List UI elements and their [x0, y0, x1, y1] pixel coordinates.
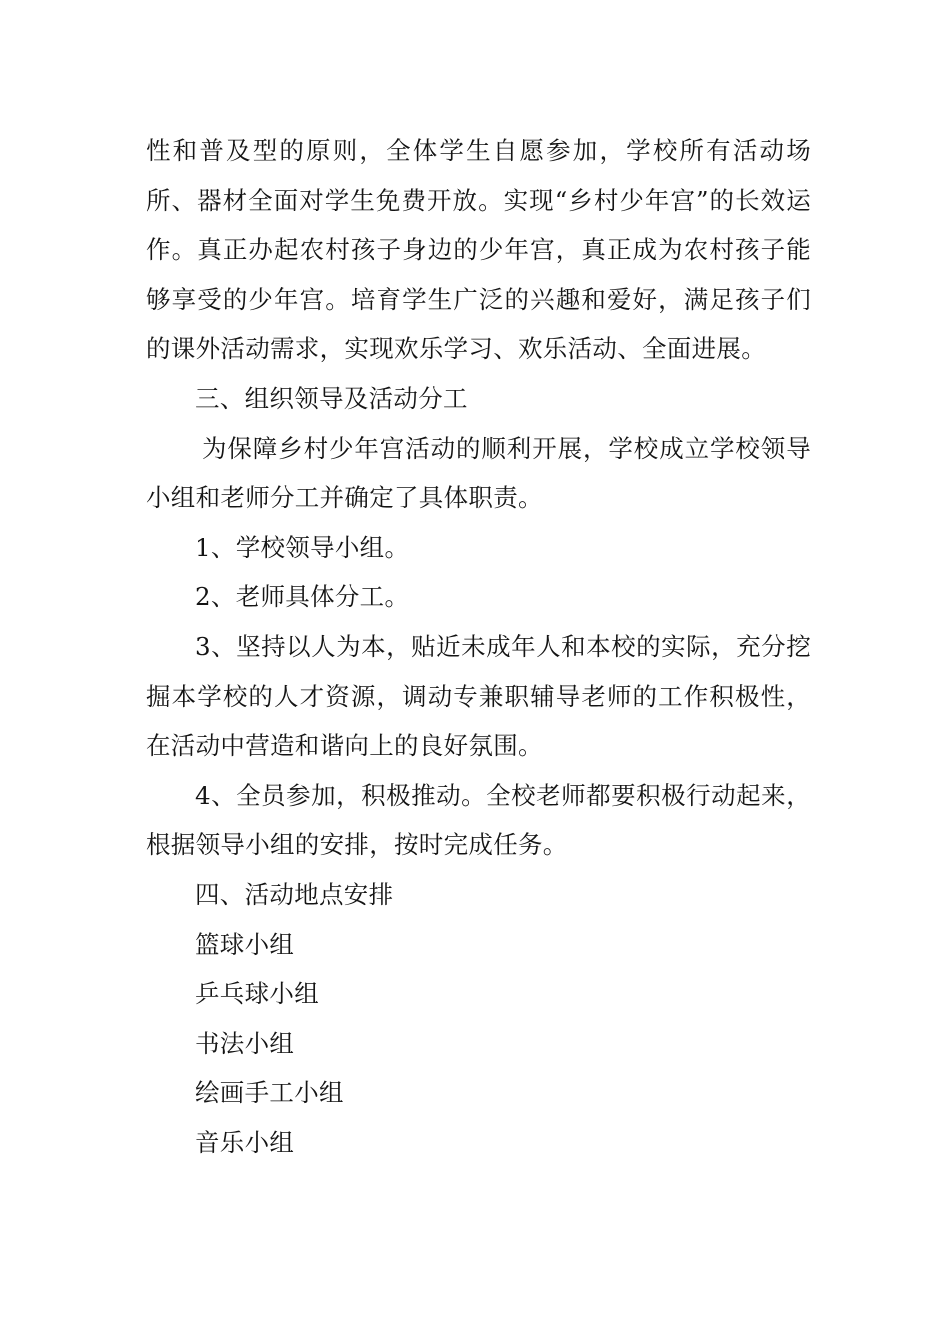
list-item-leadership-group: 1、学校领导小组。 [195, 532, 410, 562]
section-heading-venues: 四、活动地点安排 [195, 879, 394, 909]
venue-item-music: 音乐小组 [195, 1127, 295, 1157]
venue-item-calligraphy: 书法小组 [195, 1028, 295, 1058]
section-heading-organization: 三、组织领导及活动分工 [195, 383, 468, 413]
list-item-full-participation: 4、全员参加，积极推动。全校老师都要积极行动起来，根据领导小组的安排，按时完成任务。 [146, 780, 811, 860]
venue-item-painting-handcraft: 绘画手工小组 [195, 1078, 344, 1108]
paragraph-goals-continued: 性和普及型的原则，全体学生自愿参加，学校所有活动场所、器材全面对学生免费开放。实现“乡村少年宫”的长效运作。真正办起农村孩子身边的少年宫，真正成为农村孩子能够享受的少年宫。培育学生广泛的兴趣和爱好，满足孩子们的课外活动需求，实现欢乐学习、欢乐活动、全面进展。 [146, 136, 811, 364]
venue-item-table-tennis: 乒乓球小组 [195, 979, 319, 1009]
list-item-teacher-division: 2、老师具体分工。 [195, 582, 410, 612]
paragraph-organization-intro: 为保障乡村少年宫活动的顺利开展，学校成立学校领导小组和老师分工并确定了具体职责。 [146, 433, 811, 513]
venue-item-basketball: 篮球小组 [195, 929, 295, 959]
list-item-people-oriented: 3、坚持以人为本，贴近未成年人和本校的实际，充分挖掘本学校的人才资源，调动专兼职辅导老师的工作积极性，在活动中营造和谐向上的良好氛围。 [146, 631, 811, 761]
document-body [146, 126, 811, 1167]
